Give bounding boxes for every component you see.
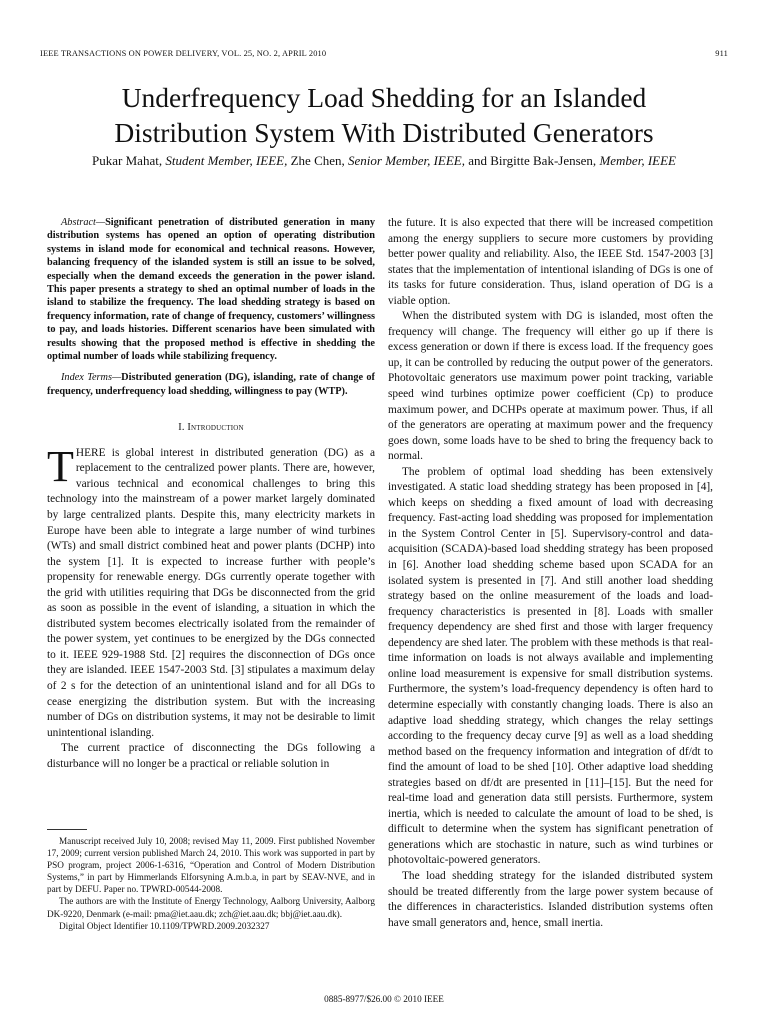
author-3-role: Member, IEEE (599, 153, 676, 168)
right-column (388, 216, 713, 931)
author-3: Birgitte Bak-Jensen, (490, 153, 597, 168)
footnote (47, 835, 375, 932)
intro-paragraph-2: The current practice of disconnecting the DGs following a disturbance will no longer be a practical or reliable solution in (47, 742, 375, 770)
section-title: Introduction (187, 422, 244, 434)
right-paragraph-4: The load shedding strategy for the islanded distributed system should be treated differently from the large power system because of the differences in characteristics. Islanded distribution systems often have small generators and, hence, small inertia. (388, 869, 713, 929)
abstract-lead: Abstract— (61, 217, 106, 228)
copyright-footer: 0885-8977/$26.00 © 2010 IEEE (324, 994, 444, 1004)
section-number: I. (178, 422, 185, 434)
author-2-role: Senior Member, IEEE, (348, 153, 465, 168)
section-heading (47, 420, 375, 436)
author-2: Zhe Chen, (290, 153, 345, 168)
title-line-1: Underfrequency Load Shedding for an Islanded (121, 82, 647, 113)
author-list (40, 153, 728, 169)
abstract-text: Significant penetration of distributed generation in many distribution systems has opened an option of operating distribution systems in island mode for economical and technical reasons. However, balancing frequency of the islanded system is still an issue to be solved, especially when the demand exceeds the generation in the power island. This paper presents a strategy to shed an optimal number of loads in the island to stabilize the frequency. The load shedding strategy is based on frequency information, rate of change of frequency, customers’ willingness to pay, and loads histories. Different scenarios have been simulated with results showing that the proposed method is effective in shedding the optimal number of loads while stabilizing frequency. (47, 217, 375, 363)
page-number: 911 (715, 49, 728, 58)
intro-paragraph-1-text: HERE is global interest in distributed generation (DG) as a replacement to the centralized power plants. There are, however, various technical and economical challenges to bring this technology into the mainstream of a power market largely dominated by large centralized plants. Despite this, many electricity markets in Europe have been able to integrate a large number of wind turbines (WTs) and small district combined heat and power plants (DCHP) into the system [1]. It is expected to increase further with people’s propensity for renewable energy. DGs currently operate together with the grid with utilities requiring that DGs be disconnected from the grid as soon as possible in the event of islanding, a situation in which the distributed system becomes electrically isolated from the remainder of the power system, yet continues to be energized by the DGs connected to it. IEEE 929-1988 Std. [2] requires the disconnection of DGs once they are islanded. IEEE 1547-2003 Std. [3] stipulates a maximum delay of 2 s for the detection of an unintentional island and for all DGs to cease energizing the distribution system. But with the increasing number of DGs on distribution systems, it may not be desirable to limit unintentional islanding. (47, 446, 375, 739)
drop-cap: T (47, 441, 74, 491)
author-1-role: Student Member, IEEE, (165, 153, 288, 168)
footnote-doi: Digital Object Identifier 10.1109/TPWRD.2009.2032327 (59, 920, 270, 931)
abstract (47, 216, 375, 363)
footnote-rule (47, 829, 87, 830)
right-paragraph-1: the future. It is also expected that there will be increased competition among the energy suppliers to secure more customers by providing better power quality and reliability. Also, the IEEE Std. 1547-2003 [3] states that the implementation of intentional islanding of DGs is one of its tasks for future consideration. Thus, island operation of DG is a viable option. (388, 217, 713, 307)
intro-paragraph-1 (47, 441, 375, 741)
right-paragraph-3: The problem of optimal load shedding has been extensively investigated. A static load shedding strategy has been proposed in [4], which keeps on shedding a fixed amount of load with decreasing frequency. Fast-acting load shedding was proposed for implementation in the System Control Center in [5]. Supervisory-control and data-acquisition (SCADA)-based load shedding strategy has been proposed in [6]. Another load shedding scheme based upon SCADA for an isolated system is presented in [7]. And still another load shedding strategy based on the online measurement of the loads and load-frequency characteristics is presented in [8]. Loads with smaller frequency dependency are shed first and those with larger frequency dependency are shed later. The problem with these methods is that real-time information on loads is not always available and implementing online load measurement is expensive for small distribution systems. Furthermore, the system’s load-frequency dependency is often hard to determine especially with constantly changing loads. There is also an adaptive load shedding strategy, which changes the relay settings according to the frequency decay curve [9] as well as a load shedding method based on the frequency information and integration of df/dt to find the amount of load to be shed [10]. Other adaptive load shedding strategies based on df/dt are presented in [11]–[15]. But the need for real-time load and generation data still persists. Furthermore, system inertia, which is needed to calculate the amount of load to be shed, is difficult to determine when the system has significant penetration of generations which are stochastic in nature, such as wind turbines or photovoltaic-powered generators. (388, 465, 713, 867)
index-terms-lead: Index Terms— (61, 372, 122, 384)
journal-header: IEEE TRANSACTIONS ON POWER DELIVERY, VOL. 25, NO. 2, APRIL 2010 (40, 49, 327, 58)
author-1: Pukar Mahat, (92, 153, 163, 168)
index-terms-text: Distributed generation (DG), islanding, rate of change of frequency, underfrequency load shedding, willingness to pay (WTP). (47, 372, 375, 397)
right-paragraph-2: When the distributed system with DG is islanded, most often the frequency will change. The frequency will either go up if there is excess generation or down if there is excess load. If the frequency goes up, it can be controlled by reducing the output power of the generators. Photovoltaic generators use maximum power point tracking, variable speed wind turbines optimize power coefficient (Cp) to produce maximum power, and DCHPs operate at maximum power. Thus, if all of the generators are operating at maximum power and the frequency goes down, some loads have to be shed to bring the frequency back to normal. (388, 310, 713, 463)
footnote-manuscript: Manuscript received July 10, 2008; revised May 11, 2009. First published November 17, 2009; current version published March 24, 2010. This work was supported in part by PSO program, project 2006-1-6316, “Operation and Control of Modern Distribution Systems,” in part by Himmerlands Elforsyning A.m.b.a, in part by SEAV-NVE, and in part by DEFU. Paper no. TPWRD-00544-2008. (47, 836, 375, 895)
author-conjunction: and (468, 153, 488, 168)
paper-title (40, 80, 728, 150)
footnote-affiliation: The authors are with the Institute of Energy Technology, Aalborg University, Aalborg DK-9220, Denmark (e-mail: pma@iet.aau.dk; zch@iet.aau.dk; bbj@iet.aau.dk). (47, 896, 375, 919)
title-line-2: Distribution System With Distributed Generators (114, 117, 654, 148)
left-column (47, 216, 375, 772)
index-terms (47, 371, 375, 398)
